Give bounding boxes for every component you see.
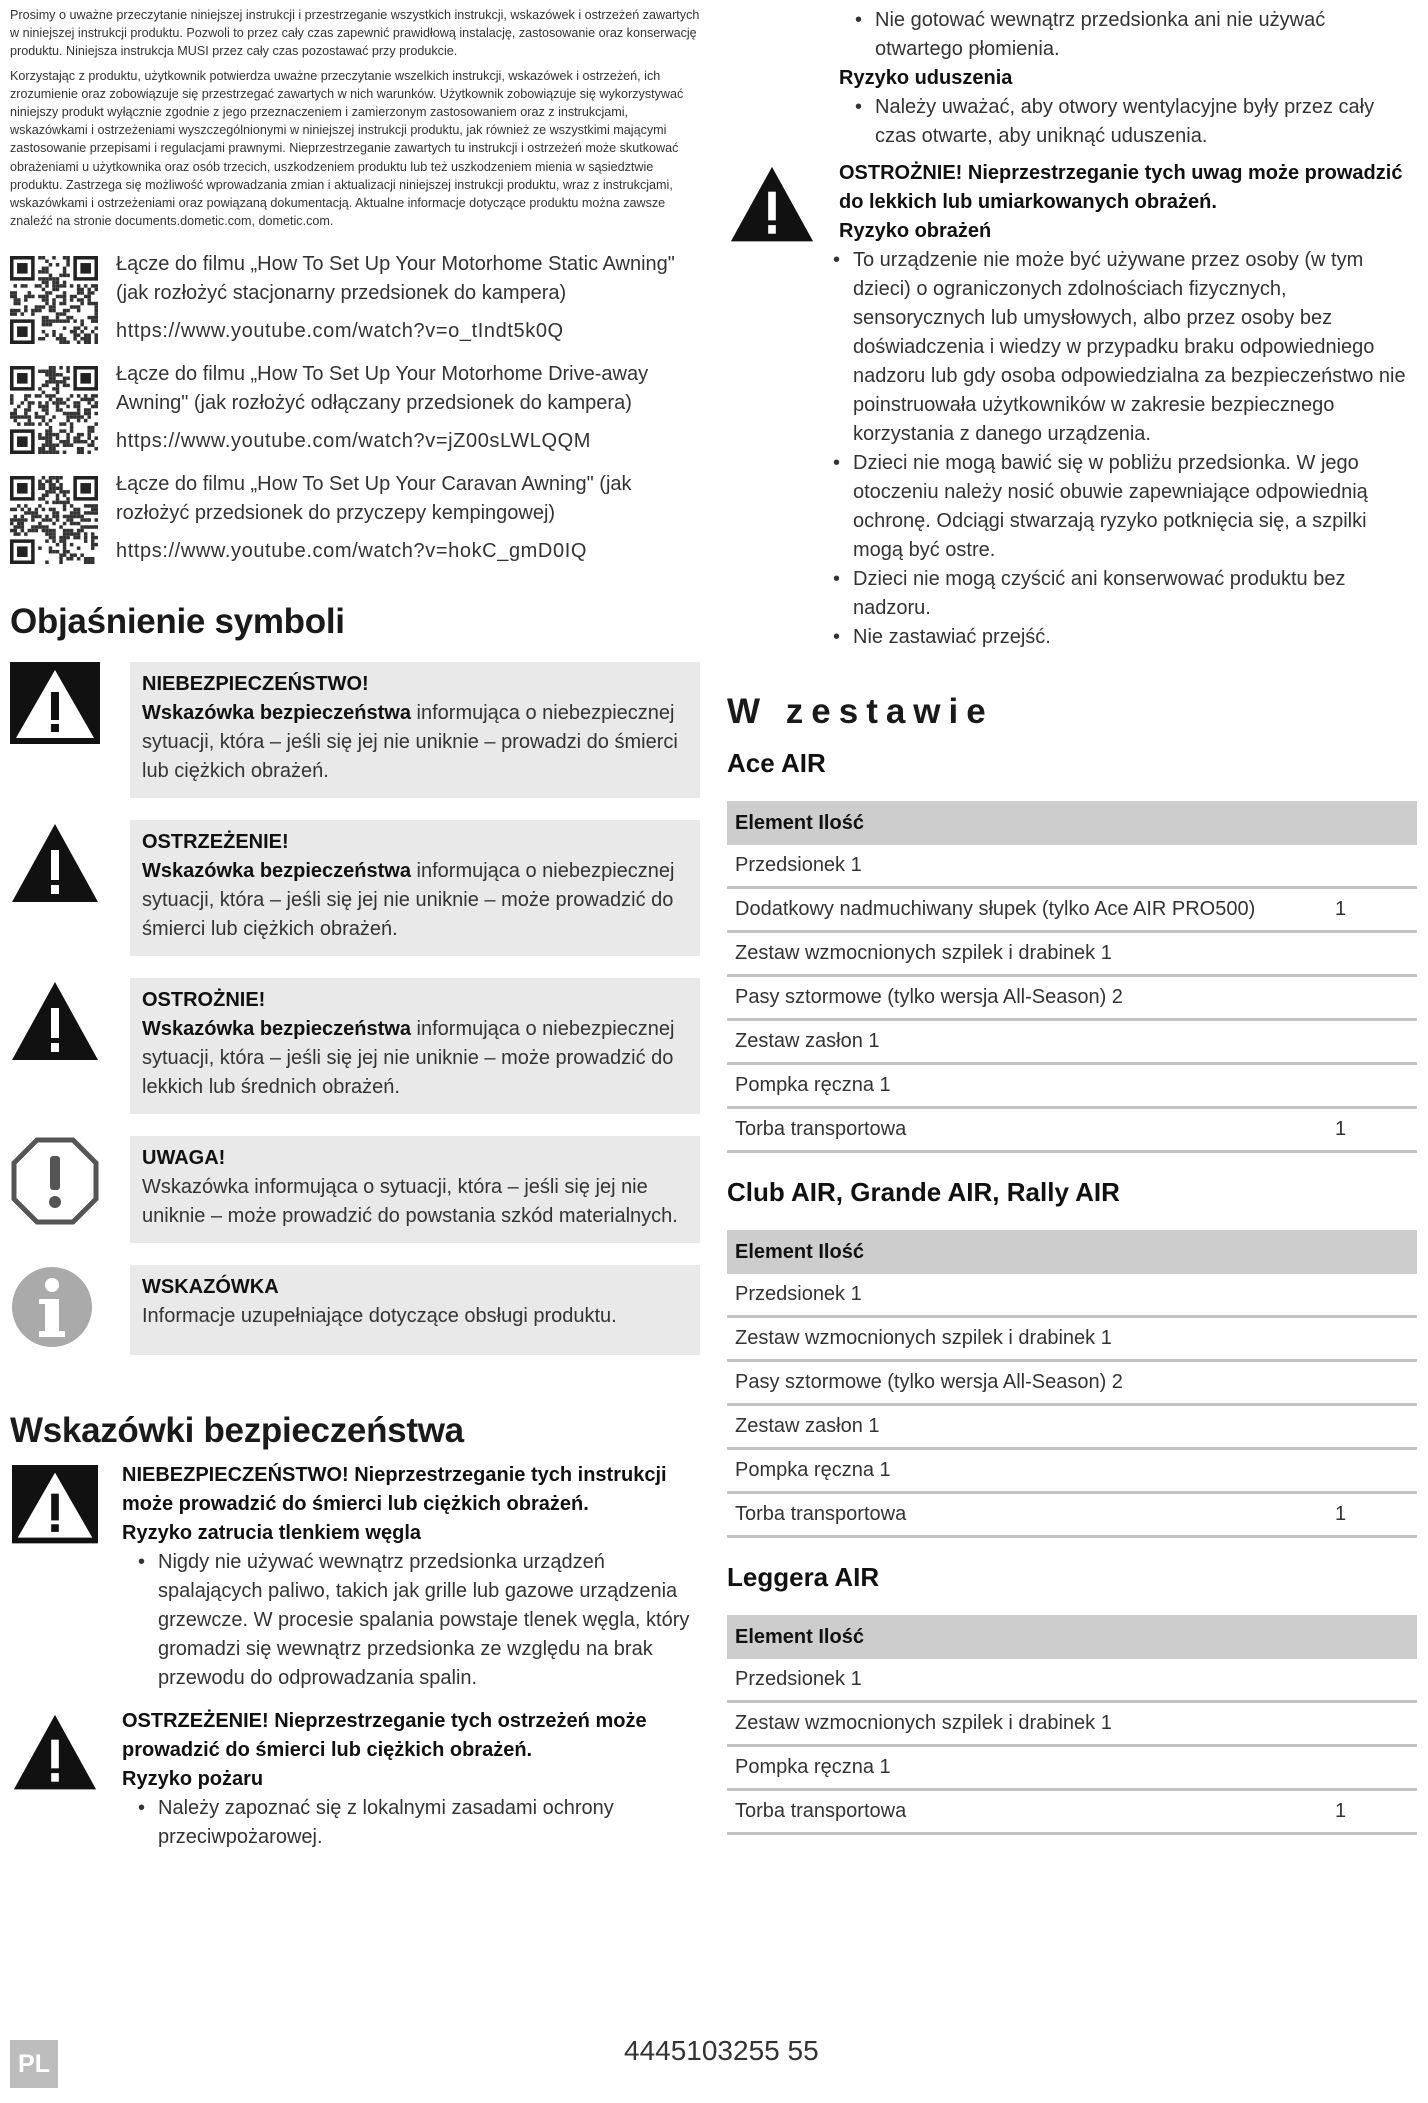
symbol-text: informująca o niebezpiecznej sytuacji, która – jeśli się jej nie uniknie – prowadzi do śmierci lub ciężkich obrażeń. <box>142 702 678 783</box>
header-qty: Ilość <box>818 811 864 834</box>
row-qty: 1 <box>1327 1493 1417 1537</box>
row-element: Pasy sztormowe (tylko wersja All-Season) <box>735 986 1107 1008</box>
table-row <box>727 1405 1417 1449</box>
qr-code-icon <box>10 476 98 564</box>
header-element: Element <box>735 811 813 834</box>
symbol-notice <box>10 1136 700 1243</box>
symbol-info <box>10 1265 700 1355</box>
table-row <box>727 1108 1417 1152</box>
safety-caution <box>727 159 1417 652</box>
symbol-text: informująca o niebezpiecznej sytuacji, która – jeśli się jej nie uniknie – może prowadzić do lekkich lub średnich obrażeń. <box>142 1018 675 1099</box>
table-row <box>727 1361 1417 1405</box>
intro-paragraph-2: Korzystając z produktu, użytkownik potwierdza uważne przeczytanie wszelkich instrukcji, wskazówek i ostrzeżeń, ich zrozumienie oraz zobowiązuje się przestrzegać zawartych w nich warunków. Użytkownik zobowiązuje się wykorzystywać niniejszy produkt wyłącznie zgodnie z jego przeznaczeniem i zamierzonym zastosowaniem oraz z instrukcjami, wskazówkami i ostrzeżeniami wyszczególnionymi w niniejszej instrukcji produktu, jak również ze wszystkimi mającymi zastosowanie przepisami i regulacjami prawnymi. Nieprzestrzeganie zawartych tu instrukcji i ostrzeżeń może skutkować obrażeniami u użytkownika oraz osób trzecich, uszkodzeniem produktu lub też uszkodzeniem mienia w sąsiedztwie produktu. Zastrzega się możliwość wprowadzania zmian i aktualizacji niniejszej instrukcji produktu, wraz z instrukcjami, wskazówkami i ostrzeżeniami oraz powiązaną dokumentacją. Aktualne informacje dotyczące produktu można zawsze znaleźć na stronie documents.dometic.com, dometic.com. <box>10 68 684 229</box>
bullet-item: • Dzieci nie mogą bawić się w pobliżu przedsionka. W jego otoczeniu należy nosić obuwie zapewniające odpowiednią ochronę. Odciągi stwarzają ryzyko potknięcia się, a szpilki mogą być ostre. <box>817 449 1417 565</box>
table-row <box>727 932 1417 976</box>
row-qty: 1 <box>1327 888 1417 932</box>
row-element: Dodatkowy nadmuchiwany słupek (tylko Ace AIR PRO500) <box>727 888 1327 932</box>
symbol-label: OSTRZEŻENIE! <box>142 831 289 854</box>
table-row <box>727 1659 1417 1702</box>
risk-title: Ryzyko zatrucia tlenkiem węgla <box>122 1522 422 1545</box>
safety-head: OSTROŻNIE! Nieprzestrzeganie tych uwag może prowadzić do lekkich lub umiarkowanych obrażeń. <box>839 162 1403 213</box>
symbol-label: OSTROŻNIE! <box>142 989 266 1012</box>
table-header <box>727 1615 1417 1659</box>
table-header <box>727 801 1417 845</box>
bullet-item: • Należy uważać, aby otwory wentylacyjne były przez cały czas otwarte, aby uniknąć uduszenia. <box>839 93 1417 151</box>
header-qty: Ilość <box>818 1240 864 1263</box>
risk-title: Ryzyko pożaru <box>122 1768 264 1791</box>
row-qty: 1 <box>1100 1712 1112 1734</box>
video-url[interactable]: https://www.youtube.com/watch?v=jZ00sLWLQQM <box>116 430 592 453</box>
row-qty: 2 <box>1111 986 1123 1008</box>
row-element: Zestaw wzmocnionych szpilek i drabinek <box>735 1327 1096 1349</box>
row-qty: 1 <box>1327 1108 1417 1152</box>
symbol-warning <box>10 820 700 956</box>
table-row <box>727 1317 1417 1361</box>
table-row <box>727 888 1417 932</box>
row-element: Zestaw wzmocnionych szpilek i drabinek <box>735 1712 1096 1734</box>
safety-warning <box>10 1707 700 1852</box>
video-url[interactable]: https://www.youtube.com/watch?v=hokC_gmD0IQ <box>116 540 588 563</box>
row-qty: 1 <box>879 1074 891 1096</box>
video-link-2[interactable] <box>10 360 700 456</box>
row-qty: 1 <box>1100 942 1112 964</box>
row-element: Zestaw zasłon <box>735 1415 863 1437</box>
row-qty: 1 <box>879 1459 891 1481</box>
safety-danger <box>10 1461 700 1693</box>
right-column <box>727 6 1417 1859</box>
parts-table <box>727 1230 1417 1538</box>
parts-table <box>727 801 1417 1153</box>
caution-icon <box>10 978 100 1068</box>
row-qty: 1 <box>850 1283 862 1305</box>
symbol-label: NIEBEZPIECZEŃSTWO! <box>142 673 369 696</box>
video-link-3[interactable] <box>10 470 700 566</box>
caution-icon <box>727 163 817 249</box>
qr-code-icon <box>10 366 98 454</box>
qr-code-icon <box>10 256 98 344</box>
video-title: Łącze do filmu „How To Set Up Your Motorhome Drive-away Awning" (jak rozłożyć odłączany przedsionek do kampera) <box>116 363 649 415</box>
safety-heading: Wskazówki bezpieczeństwa <box>10 1411 464 1451</box>
left-column <box>10 6 700 1866</box>
row-element: Zestaw zasłon <box>735 1030 863 1052</box>
row-qty: 1 <box>879 1756 891 1778</box>
table-row <box>727 1449 1417 1493</box>
table-row <box>727 1064 1417 1108</box>
bullet-item: • Nie gotować wewnątrz przedsionka ani nie używać otwartego płomienia. <box>839 6 1417 64</box>
symbol-bold: Wskazówka bezpieczeństwa <box>142 702 411 725</box>
risk-title: Ryzyko uduszenia <box>839 67 1013 89</box>
row-element: Torba transportowa <box>727 1790 1327 1834</box>
video-url[interactable]: https://www.youtube.com/watch?v=o_tIndt5k0Q <box>116 320 564 343</box>
row-element: Zestaw wzmocnionych szpilek i drabinek <box>735 942 1096 964</box>
table-row <box>727 1493 1417 1537</box>
safety-head: OSTRZEŻENIE! Nieprzestrzeganie tych ostrzeżeń może prowadzić do śmierci lub ciężkich obrażeń. <box>122 1710 647 1762</box>
model-name: Leggera AIR <box>727 1562 880 1592</box>
symbol-label: WSKAZÓWKA <box>142 1276 279 1299</box>
header-element: Element <box>735 1625 813 1648</box>
row-element: Torba transportowa <box>727 1493 1327 1537</box>
parts-table <box>727 1615 1417 1835</box>
document-number: 4445103255 55 <box>624 2035 819 2066</box>
danger-icon <box>10 662 100 752</box>
row-qty: 1 <box>1100 1327 1112 1349</box>
table-row <box>727 1746 1417 1790</box>
info-icon <box>10 1265 100 1355</box>
symbol-text: Wskazówka informująca o sytuacji, która – jeśli się jej nie uniknie – może prowadzić do powstania szkód materialnych. <box>142 1176 678 1228</box>
row-element: Przedsionek <box>735 1668 846 1690</box>
table-header <box>727 1230 1417 1274</box>
model-name: Ace AIR <box>727 748 826 778</box>
warning-icon <box>10 1711 100 1797</box>
row-element: Przedsionek <box>735 1283 846 1305</box>
row-element: Pasy sztormowe (tylko wersja All-Season) <box>735 1371 1107 1393</box>
symbol-bold: Wskazówka bezpieczeństwa <box>142 1018 411 1041</box>
symbol-text: informująca o niebezpiecznej sytuacji, która – jeśli się jej nie uniknie – może prowadzić do śmierci lub ciężkich obrażeń. <box>142 860 675 941</box>
row-element: Pompka ręczna <box>735 1459 874 1481</box>
row-qty: 1 <box>850 1668 862 1690</box>
bullet-item: • Należy zapoznać się z lokalnymi zasadami ochrony przeciwpożarowej. <box>122 1794 700 1852</box>
symbol-bold: Wskazówka bezpieczeństwa <box>142 860 411 883</box>
scope-heading: W zestawie <box>727 692 994 731</box>
symbol-danger <box>10 662 700 798</box>
row-qty: 1 <box>868 1415 880 1437</box>
model-name: Club AIR, Grande AIR, Rally AIR <box>727 1177 1120 1207</box>
danger-icon <box>10 1465 100 1551</box>
row-qty: 1 <box>868 1030 880 1052</box>
bullet-item: • Dzieci nie mogą czyścić ani konserwować produktu bez nadzoru. <box>817 565 1417 623</box>
symbol-label: UWAGA! <box>142 1147 226 1170</box>
intro <box>10 6 700 230</box>
language-badge: PL <box>10 2040 58 2088</box>
video-title: Łącze do filmu „How To Set Up Your Motorhome Static Awning" (jak rozłożyć stacjonarny przedsionek do kampera) <box>116 253 675 305</box>
header-element: Element <box>735 1240 813 1263</box>
row-qty: 2 <box>1111 1371 1123 1393</box>
video-link-1[interactable] <box>10 250 700 346</box>
video-title: Łącze do filmu „How To Set Up Your Caravan Awning" (jak rozłożyć przedsionek do przyczepy kempingowej) <box>116 473 632 525</box>
risk-title: Ryzyko obrażeń <box>839 220 992 242</box>
bullet-item: • Nie zastawiać przejść. <box>817 623 1417 652</box>
symbol-text: Informacje uzupełniające dotyczące obsługi produktu. <box>142 1305 617 1328</box>
row-element: Torba transportowa <box>727 1108 1327 1152</box>
table-row <box>727 845 1417 888</box>
row-qty: 1 <box>1327 1790 1417 1834</box>
scope-models <box>727 748 1417 1835</box>
warning-icon <box>10 820 100 910</box>
row-qty: 1 <box>850 854 862 876</box>
table-row <box>727 1702 1417 1746</box>
row-element: Pompka ręczna <box>735 1074 874 1096</box>
header-qty: Ilość <box>818 1625 864 1648</box>
notice-octagon-icon <box>10 1136 100 1226</box>
table-row <box>727 976 1417 1020</box>
symbol-caution <box>10 978 700 1114</box>
row-element: Przedsionek <box>735 854 846 876</box>
intro-paragraph-1: Prosimy o uważne przeczytanie niniejszej instrukcji i przestrzeganie wszystkich instrukcji, wskazówek i ostrzeżeń zawartych w niniejszej instrukcji produktu. Pozwoli to przez cały czas zapewnić prawidłową instalację, zastosowanie oraz konserwację produktu. Niniejsza instrukcja MUSI przez cały czas pozostawać przy produkcie. <box>10 8 700 59</box>
bullet-item: • Nigdy nie używać wewnątrz przedsionka urządzeń spalających paliwo, takich jak grille lub gazowe urządzenia grzewcze. W procesie spalania powstaje tlenek węgla, który gromadzi się wewnątrz przedsionka ze względu na brak przewodu do odprowadzania spalin. <box>122 1548 700 1693</box>
row-element: Pompka ręczna <box>735 1756 874 1778</box>
table-row <box>727 1790 1417 1834</box>
bullet-item: • To urządzenie nie może być używane przez osoby (w tym dzieci) o ograniczonych zdolnościach fizycznych, sensorycznych lub umysłowych, albo przez osoby bez doświadczenia i wiedzy w przypadku braku odpowiedniego nadzoru lub gdy osoba odpowiedzialna za bezpieczeństwo nie poinstruowała użytkowników w zakresie bezpiecznego korzystania z danego urządzenia. <box>817 246 1417 449</box>
safety-head: NIEBEZPIECZEŃSTWO! Nieprzestrzeganie tych instrukcji może prowadzić do śmierci lub ciężkich obrażeń. <box>122 1464 667 1516</box>
symbols-heading: Objaśnienie symboli <box>10 602 345 642</box>
table-row <box>727 1274 1417 1317</box>
table-row <box>727 1020 1417 1064</box>
